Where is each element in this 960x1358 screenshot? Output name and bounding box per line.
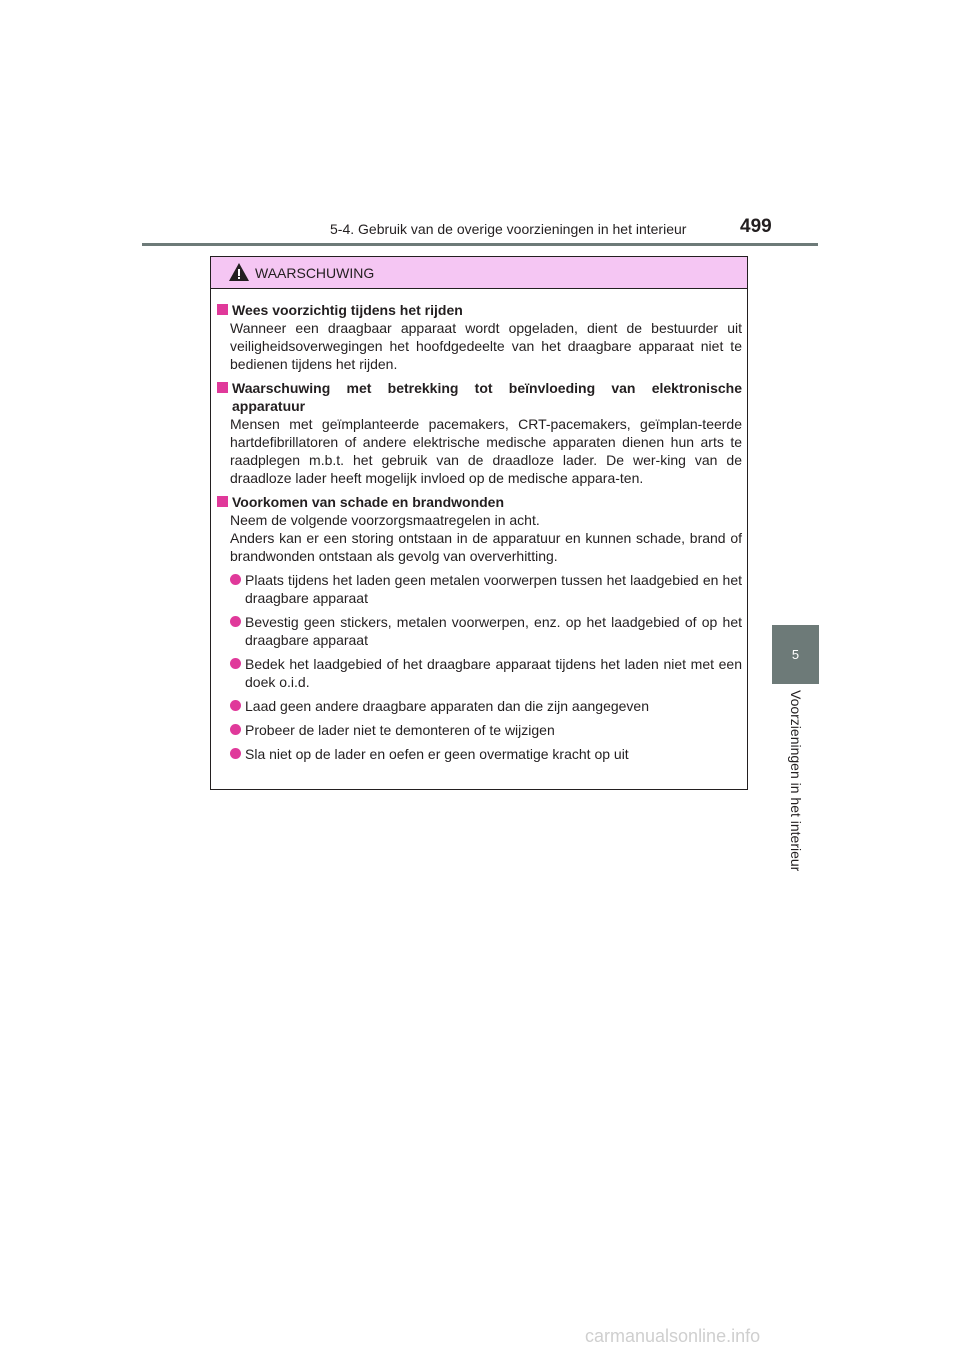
circle-bullet-icon bbox=[230, 724, 241, 735]
section-heading: Wees voorzichtig tijdens het rijden bbox=[232, 302, 463, 318]
circle-bullet-icon bbox=[230, 574, 241, 585]
list-item: Probeer de lader niet te demonteren of te wijzigen bbox=[230, 721, 742, 739]
warning-section bbox=[217, 493, 742, 763]
circle-bullet-icon bbox=[230, 616, 241, 627]
bullet-list bbox=[217, 571, 742, 763]
list-item: Laad geen andere draagbare apparaten dan die zijn aangegeven bbox=[230, 697, 742, 715]
warning-section bbox=[217, 301, 742, 373]
square-bullet-icon bbox=[217, 382, 228, 393]
header-divider bbox=[142, 243, 818, 246]
section-heading: Voorkomen van schade en brandwonden bbox=[232, 494, 505, 510]
circle-bullet-icon bbox=[230, 748, 241, 759]
chapter-label-text: Voorzieningen in het interieur bbox=[787, 690, 804, 872]
page-number: 499 bbox=[740, 216, 772, 237]
watermark: carmanualsonline.info bbox=[585, 1326, 761, 1346]
warning-title: WAARSCHUWING bbox=[255, 265, 375, 281]
square-bullet-icon bbox=[217, 496, 228, 507]
list-item: Bedek het laadgebied of het draagbare apparaat tijdens het laden niet met een doek o.i.d. bbox=[230, 655, 742, 691]
circle-bullet-icon bbox=[230, 658, 241, 669]
section-heading: Waarschuwing met betrekking tot beïnvloeding van elektronische apparatuur bbox=[232, 380, 742, 414]
chapter-label bbox=[772, 690, 819, 890]
warning-body bbox=[211, 289, 747, 763]
section-text: Anders kan er een storing ontstaan in de apparatuur en kunnen schade, brand of brandwonden ontstaan als gevolg van oververhitting. bbox=[230, 530, 742, 564]
warning-triangle-icon bbox=[228, 262, 250, 282]
section-text: Mensen met geïmplanteerde pacemakers, CRT-pacemakers, geïmplan-teerde hartdefibrillatoren of andere elektrische medische apparaten dienen hun arts te raadplegen m.b.t. het gebruik van de draadloze lader. De wer-king van de draadloze lader heeft mogelijk invloed op de medische appara-ten. bbox=[230, 416, 742, 486]
section-text: Neem de volgende voorzorgsmaatregelen in acht. bbox=[230, 512, 540, 528]
circle-bullet-icon bbox=[230, 700, 241, 711]
list-item: Plaats tijdens het laden geen metalen voorwerpen tussen het laadgebied en het draagbare apparaat bbox=[230, 571, 742, 607]
list-item: Bevestig geen stickers, metalen voorwerpen, enz. op het laadgebied of op het draagbare apparaat bbox=[230, 613, 742, 649]
warning-section bbox=[217, 379, 742, 487]
section-title: 5-4. Gebruik van de overige voorzieningen in het interieur bbox=[330, 221, 687, 237]
chapter-tab: 5 bbox=[772, 625, 819, 684]
warning-box bbox=[210, 256, 748, 790]
list-item: Sla niet op de lader en oefen er geen overmatige kracht op uit bbox=[230, 745, 742, 763]
warning-header bbox=[211, 257, 747, 289]
square-bullet-icon bbox=[217, 304, 228, 315]
section-text: Wanneer een draagbaar apparaat wordt opgeladen, dient de bestuurder uit veiligheidsoverwegingen het hoofdgedeelte van het draagbare apparaat niet te bedienen tijdens het rijden. bbox=[230, 320, 742, 372]
